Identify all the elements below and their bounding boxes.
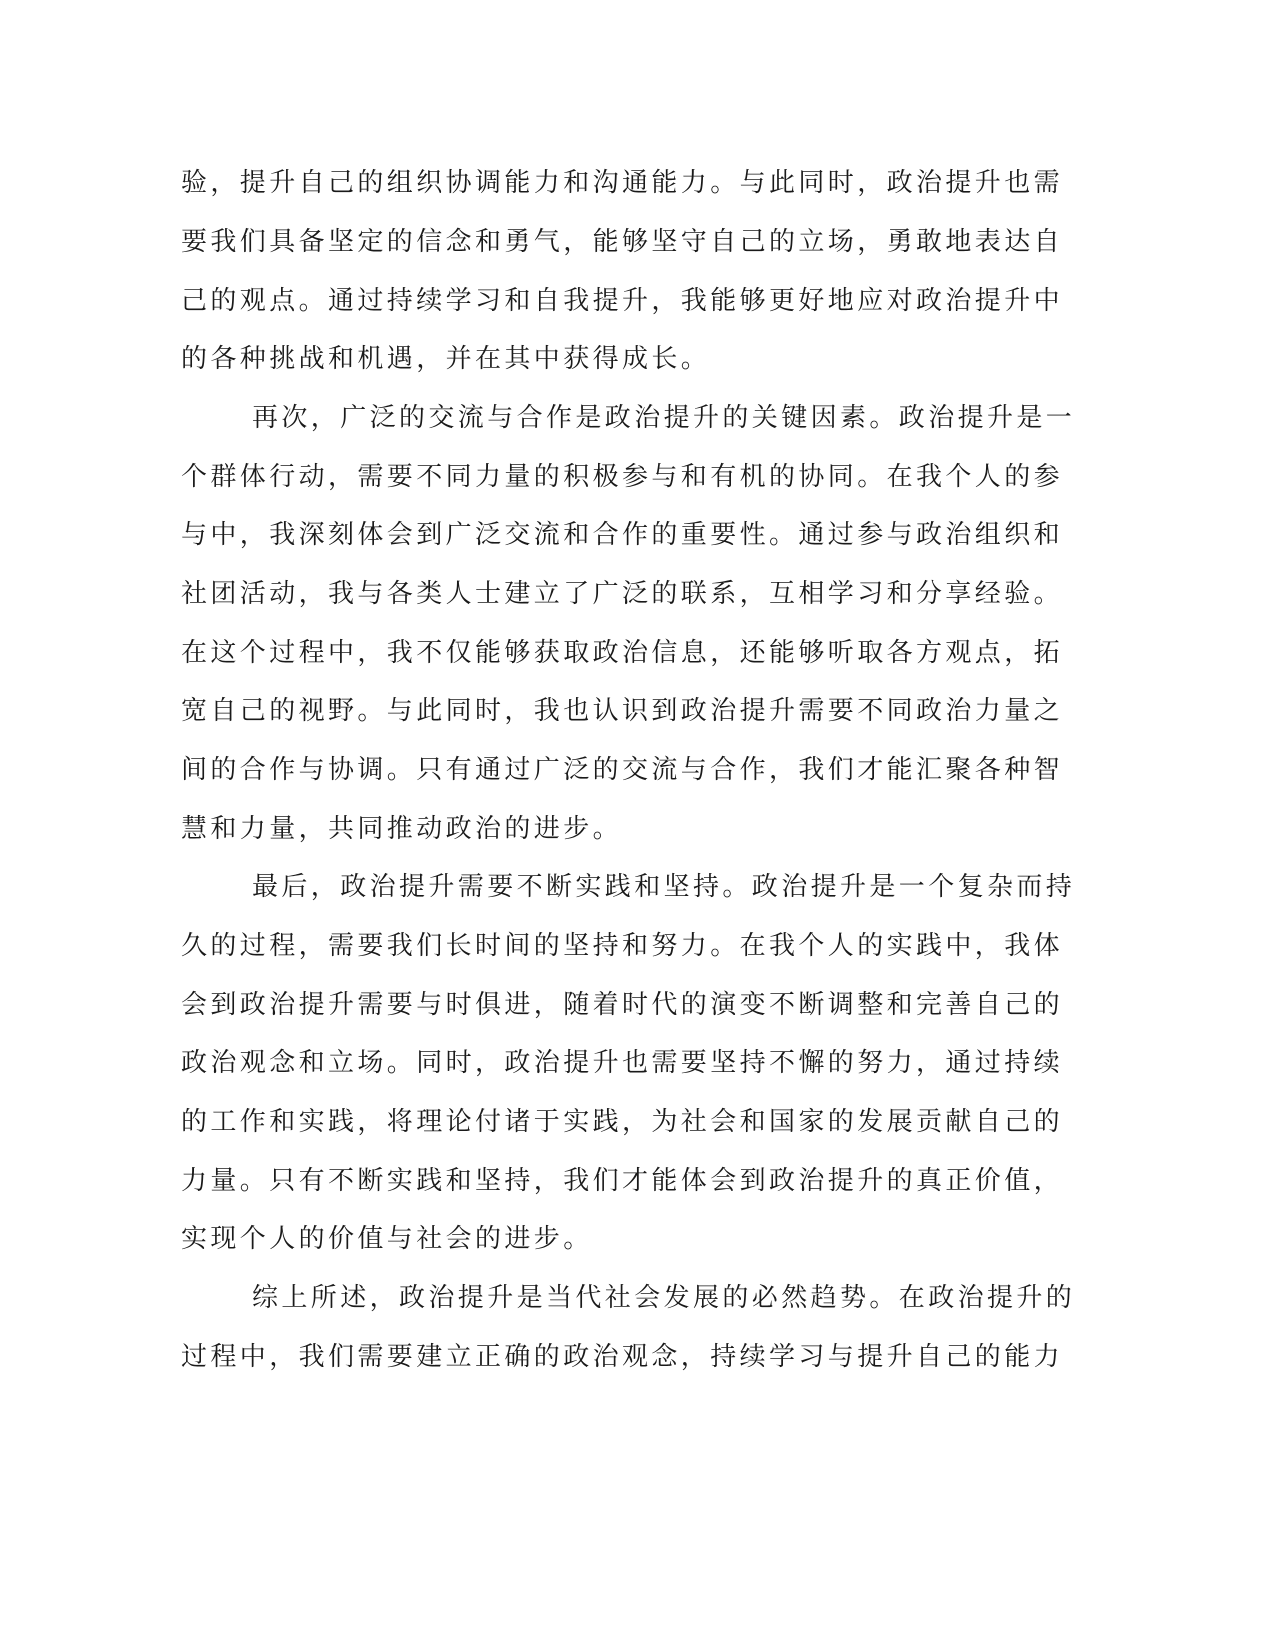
text-line: 个群体行动，需要不同力量的积极参与和有机的协同。在我个人的参	[181, 462, 1064, 492]
paragraph-first-line: 再次，广泛的交流与合作是政治提升的关键因素。政治提升是一	[252, 403, 1076, 433]
text-line: 社团活动，我与各类人士建立了广泛的联系，互相学习和分享经验。	[181, 579, 1064, 609]
text-line: 宽自己的视野。与此同时，我也认识到政治提升需要不同政治力量之	[181, 696, 1064, 726]
text-line: 要我们具备坚定的信念和勇气，能够坚守自己的立场，勇敢地表达自	[181, 227, 1064, 257]
text-line: 在这个过程中，我不仅能够获取政治信息，还能够听取各方观点，拓	[181, 638, 1064, 668]
text-line: 验，提升自己的组织协调能力和沟通能力。与此同时，政治提升也需	[181, 168, 1064, 198]
text-line: 的工作和实践，将理论付诸于实践，为社会和国家的发展贡献自己的	[181, 1107, 1064, 1137]
text-line: 己的观点。通过持续学习和自我提升，我能够更好地应对政治提升中	[181, 286, 1064, 316]
text-line: 实现个人的价值与社会的进步。	[181, 1224, 593, 1254]
text-line: 过程中，我们需要建立正确的政治观念，持续学习与提升自己的能力	[181, 1342, 1064, 1372]
text-line: 与中，我深刻体会到广泛交流和合作的重要性。通过参与政治组织和	[181, 520, 1064, 550]
text-line: 久的过程，需要我们长时间的坚持和努力。在我个人的实践中，我体	[181, 931, 1064, 961]
paragraph-first-line: 综上所述，政治提升是当代社会发展的必然趋势。在政治提升的	[252, 1283, 1076, 1313]
text-line: 间的合作与协调。只有通过广泛的交流与合作，我们才能汇聚各种智	[181, 755, 1064, 785]
text-line: 政治观念和立场。同时，政治提升也需要坚持不懈的努力，通过持续	[181, 1048, 1064, 1078]
text-line: 慧和力量，共同推动政治的进步。	[181, 814, 623, 844]
text-line: 力量。只有不断实践和坚持，我们才能体会到政治提升的真正价值，	[181, 1166, 1064, 1196]
paragraph-first-line: 最后，政治提升需要不断实践和坚持。政治提升是一个复杂而持	[252, 872, 1076, 902]
text-line: 的各种挑战和机遇，并在其中获得成长。	[181, 344, 711, 374]
text-line: 会到政治提升需要与时俱进，随着时代的演变不断调整和完善自己的	[181, 990, 1064, 1020]
